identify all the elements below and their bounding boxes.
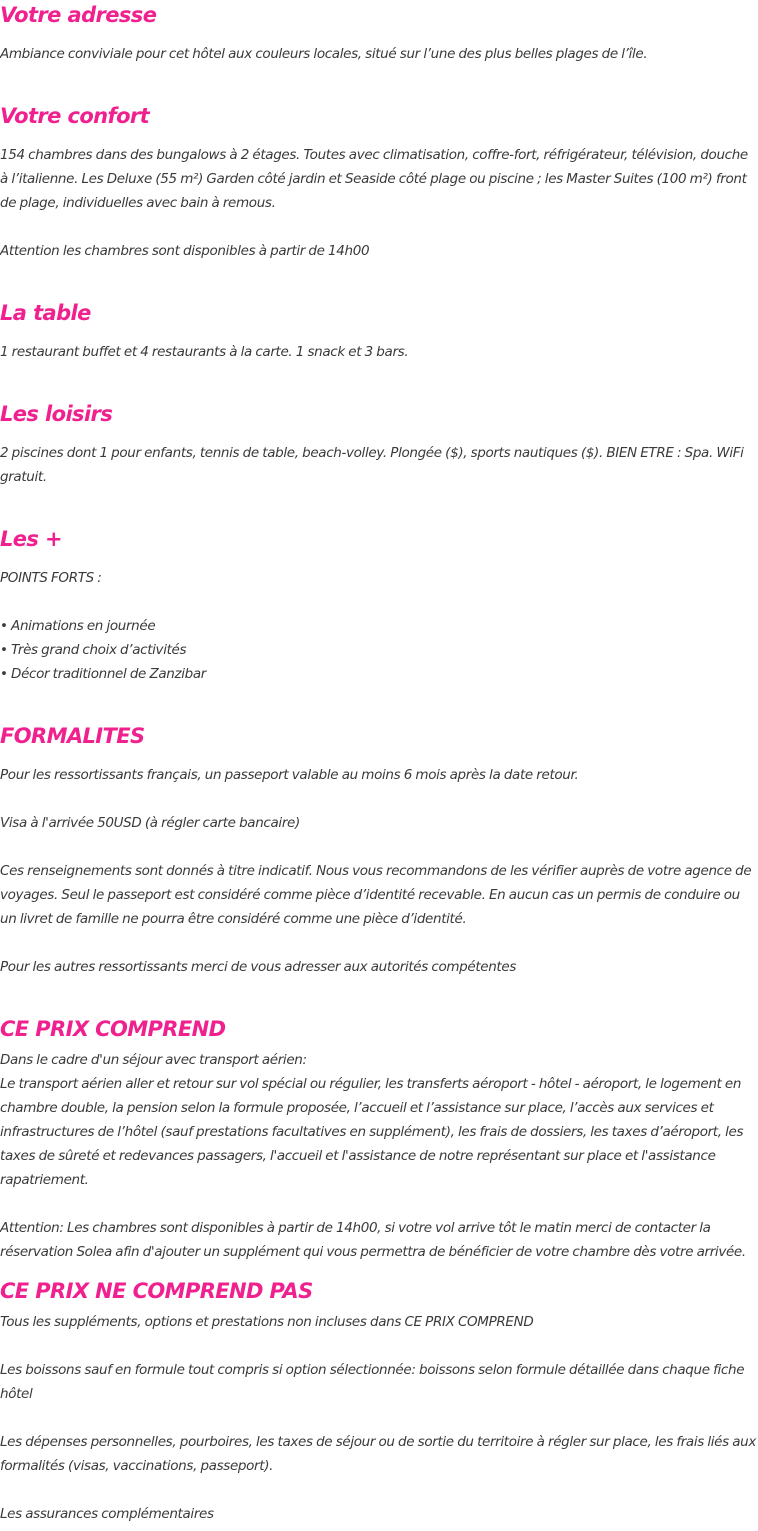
section-title-loisirs: Les loisirs: [0, 402, 113, 426]
confort-text: 154 chambres dans des bungalows à 2 étages. Toutes avec climatisation, coffre-fort, réfrigérateur, télévision, douche à l’italienne. Les Deluxe (55 m²) Garden côté jardin et Seaside côté plage ou piscine ; les Master Suites (100 m²) front de plage, individuelles avec bain à remous.: [0, 147, 748, 211]
comprend-attention: Attention: Les chambres sont disponibles à partir de 14h00, si votre vol arrive tôt le matin merci de contacter la réservation Solea afin d'ajouter un supplément qui vous permettra de bénéficier de votre chambre dès votre arrivée.: [0, 1220, 746, 1260]
section-formalites: [0, 721, 758, 979]
ne-comprend-assurances: Les assurances complémentaires: [0, 1506, 214, 1522]
ne-comprend-supplements: Tous les suppléments, options et prestations non incluses dans CE PRIX COMPREND: [0, 1314, 534, 1330]
formalites-passport: Pour les ressortissants français, un passeport valable au moins 6 mois après la date retour.: [0, 767, 579, 783]
list-item: • Animations en journée: [0, 618, 156, 634]
loisirs-text: 2 piscines dont 1 pour enfants, tennis de table, beach-volley. Plongée ($), sports nautiques ($). BIEN ETRE : Spa. WiFi gratuit.: [0, 445, 744, 485]
comprend-intro: Dans le cadre d'un séjour avec transport aérien:: [0, 1052, 307, 1068]
list-item: • Décor traditionnel de Zanzibar: [0, 666, 206, 682]
section-title-confort: Votre confort: [0, 104, 150, 128]
ne-comprend-boissons: Les boissons sauf en formule tout compris si option sélectionnée: boissons selon formule détaillée dans chaque fiche hôtel: [0, 1362, 745, 1402]
ne-comprend-depenses: Les dépenses personnelles, pourboires, les taxes de séjour ou de sortie du territoire à régler sur place, les frais liés aux formalités (visas, vaccinations, passeport).: [0, 1434, 757, 1474]
formalites-disclaimer: Ces renseignements sont donnés à titre indicatif. Nous vous recommandons de les vérifier auprès de votre agence de voyages. Seul le passeport est considéré comme pièce d’identité recevable. En aucun cas un permis de conduire ou un livret de famille ne pourra être considéré comme une pièce d’identité.: [0, 863, 752, 927]
section-title-adresse: Votre adresse: [0, 3, 157, 27]
section-table: [0, 298, 758, 364]
section-title-ne-comprend: CE PRIX NE COMPREND PAS: [0, 1279, 313, 1303]
section-ne-comprend: [0, 1276, 758, 1526]
section-title-table: La table: [0, 301, 91, 325]
section-title-comprend: CE PRIX COMPREND: [0, 1017, 226, 1041]
section-title-formalites: FORMALITES: [0, 724, 145, 748]
section-loisirs: [0, 399, 758, 489]
confort-note: Attention les chambres sont disponibles à partir de 14h00: [0, 243, 370, 259]
section-confort: [0, 101, 758, 263]
plus-intro: POINTS FORTS :: [0, 570, 102, 586]
list-item: • Très grand choix d’activités: [0, 642, 187, 658]
formalites-others: Pour les autres ressortissants merci de vous adresser aux autorités compétentes: [0, 959, 517, 975]
table-text: 1 restaurant buffet et 4 restaurants à la carte. 1 snack et 3 bars.: [0, 344, 409, 360]
section-adresse: [0, 0, 758, 66]
section-comprend: [0, 1014, 758, 1264]
section-plus: [0, 524, 758, 686]
comprend-details: Le transport aérien aller et retour sur vol spécial ou régulier, les transferts aéroport - hôtel - aéroport, le logement en chambre double, la pension selon la formule proposée, l’accueil et l’assistance sur place, l’accès aux services et infrastructures de l’hôtel (sauf prestations facultatives en supplément), les frais de dossiers, les taxes d’aéroport, les taxes de sûreté et redevances passagers, l'accueil et l'assistance de notre représentant sur place et l'assistance rapatriement.: [0, 1076, 744, 1188]
adresse-text: Ambiance conviviale pour cet hôtel aux couleurs locales, situé sur l’une des plus belles plages de l’île.: [0, 46, 648, 62]
formalites-visa: Visa à l'arrivée 50USD (à régler carte bancaire): [0, 815, 300, 831]
section-title-plus: Les +: [0, 527, 63, 551]
